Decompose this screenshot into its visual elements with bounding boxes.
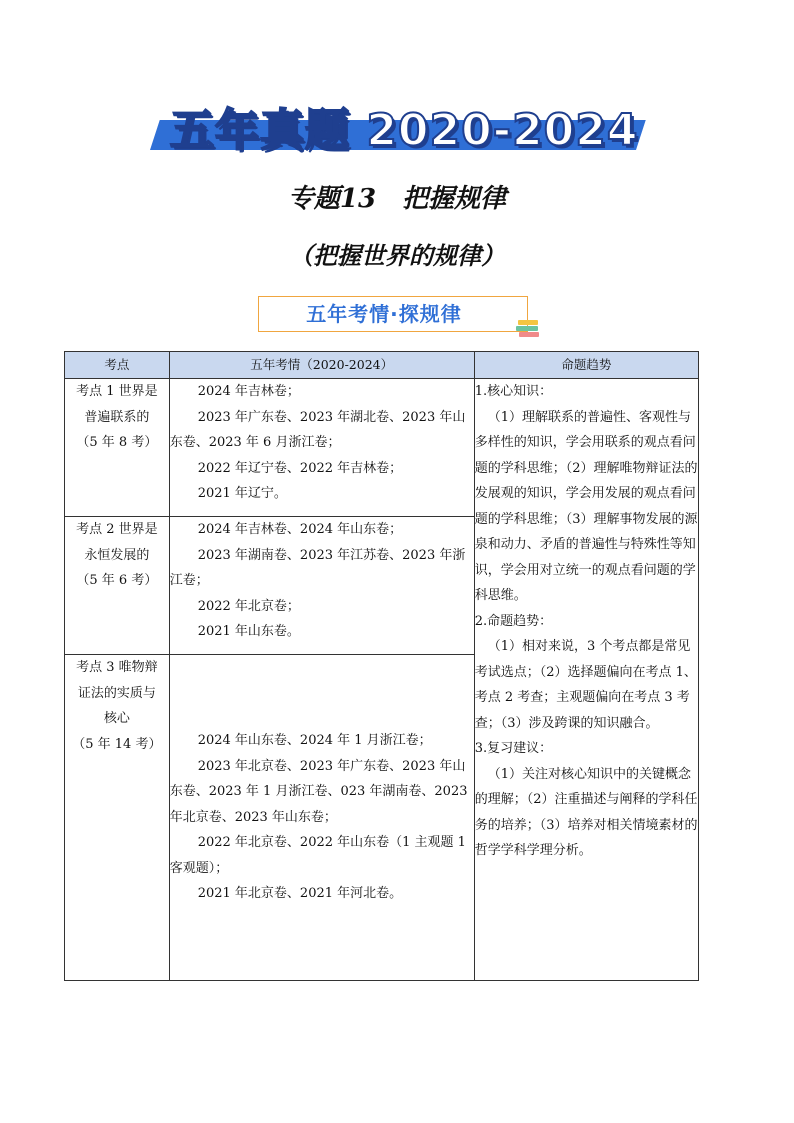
section-tag [258,296,528,332]
topic-title: 专题13 把握规律 [287,184,507,214]
section-tag-label: 五年考情·探规律 [306,302,462,326]
exam-line: 2022 年辽宁卷、2022 年吉林卷； [197,460,403,476]
exam-line: 2023 年广东卷、2023 年湖北卷、2023 年山东卷、2023 年 6 月浙江卷； [169,409,466,450]
exam-line: 2024 年吉林卷、2024 年山东卷； [197,522,403,537]
exam-line: 2022 年北京卷、2022 年山东卷（1 主观题 1 客观题）； [169,835,466,876]
kp-line: 永恒发展的 [84,547,150,563]
trend-heading: 1.核心知识： [474,384,553,399]
header-cell: 命题趋势 [474,352,698,379]
exams-cell [169,517,474,655]
kp-line: 核心 [103,711,130,726]
exam-line: 2024 年吉林卷； [197,384,300,399]
kp-line: 证法的实质与 [77,685,156,701]
kp-cell [65,517,170,655]
trend-cell [474,379,698,981]
table-row [65,379,699,517]
exam-line: 2024 年山东卷、2024 年 1 月浙江卷； [197,733,432,749]
header-cell: 五年考情（2020-2024） [169,352,474,379]
kp-line: 普遍联系的 [84,409,150,425]
kp-line: 考点 2 世界是 [76,522,158,537]
kp-cell [65,655,170,981]
banner-title: 五年真题 2020-2024 [170,105,639,156]
kp-line: （5 年 8 考） [76,435,158,450]
exam-line: 2022 年北京卷； [197,598,300,614]
exam-line: 2021 年山东卷。 [197,624,300,639]
kp-line: 考点 3 唯物辩 [76,660,158,675]
exam-analysis-table [64,351,699,981]
kp-line: 考点 1 世界是 [76,384,158,399]
trend-heading: 2.命题趋势： [474,613,553,629]
exams-cell [169,379,474,517]
trend-paragraph: （1）关注对核心知识中的关键概念的理解；（2）注重描述与阐释的学科任务的培养；（3）培养对相关情境素材的哲学学科学理分析。 [474,766,698,858]
kp-line: （5 年 14 考） [72,736,162,752]
books-icon [516,314,542,338]
trend-heading: 3.复习建议： [474,741,553,756]
kp-line: （5 年 6 考） [76,573,158,588]
banner [150,92,640,158]
exam-line: 2023 年湖南卷、2023 年江苏卷、2023 年浙江卷； [169,547,466,588]
exam-line: 2021 年辽宁。 [197,486,287,501]
exam-line: 2021 年北京卷、2021 年河北卷。 [197,886,403,902]
kp-cell [65,379,170,517]
table-header-row [65,352,699,379]
topic-subtitle: （把握世界的规律） [289,241,505,270]
trend-paragraph: （1）理解联系的普遍性、客观性与多样性的知识，学会用联系的观点看问题的学科思维；（2）理解唯物辩证法的发展观的知识，学会用发展的观点看问题的学科思维；（3）理解事物发展的源泉和动力、矛盾的普遍性与特殊性等知识，学会用对立统一的观点看问题的学科思维。 [474,409,698,603]
header-cell: 考点 [65,352,170,379]
trend-paragraph: （1）相对来说，3 个考点都是常见考试选点；（2）选择题偏向在考点 1、考点 2 考查；主观题偏向在考点 3 考查；（3）涉及跨课的知识融合。 [474,639,697,731]
exam-line: 2023 年北京卷、2023 年广东卷、2023 年山东卷、2023 年 1 月浙江卷、023 年湖南卷、2023 年北京卷、2023 年山东卷； [169,758,468,825]
exams-cell [169,655,474,981]
